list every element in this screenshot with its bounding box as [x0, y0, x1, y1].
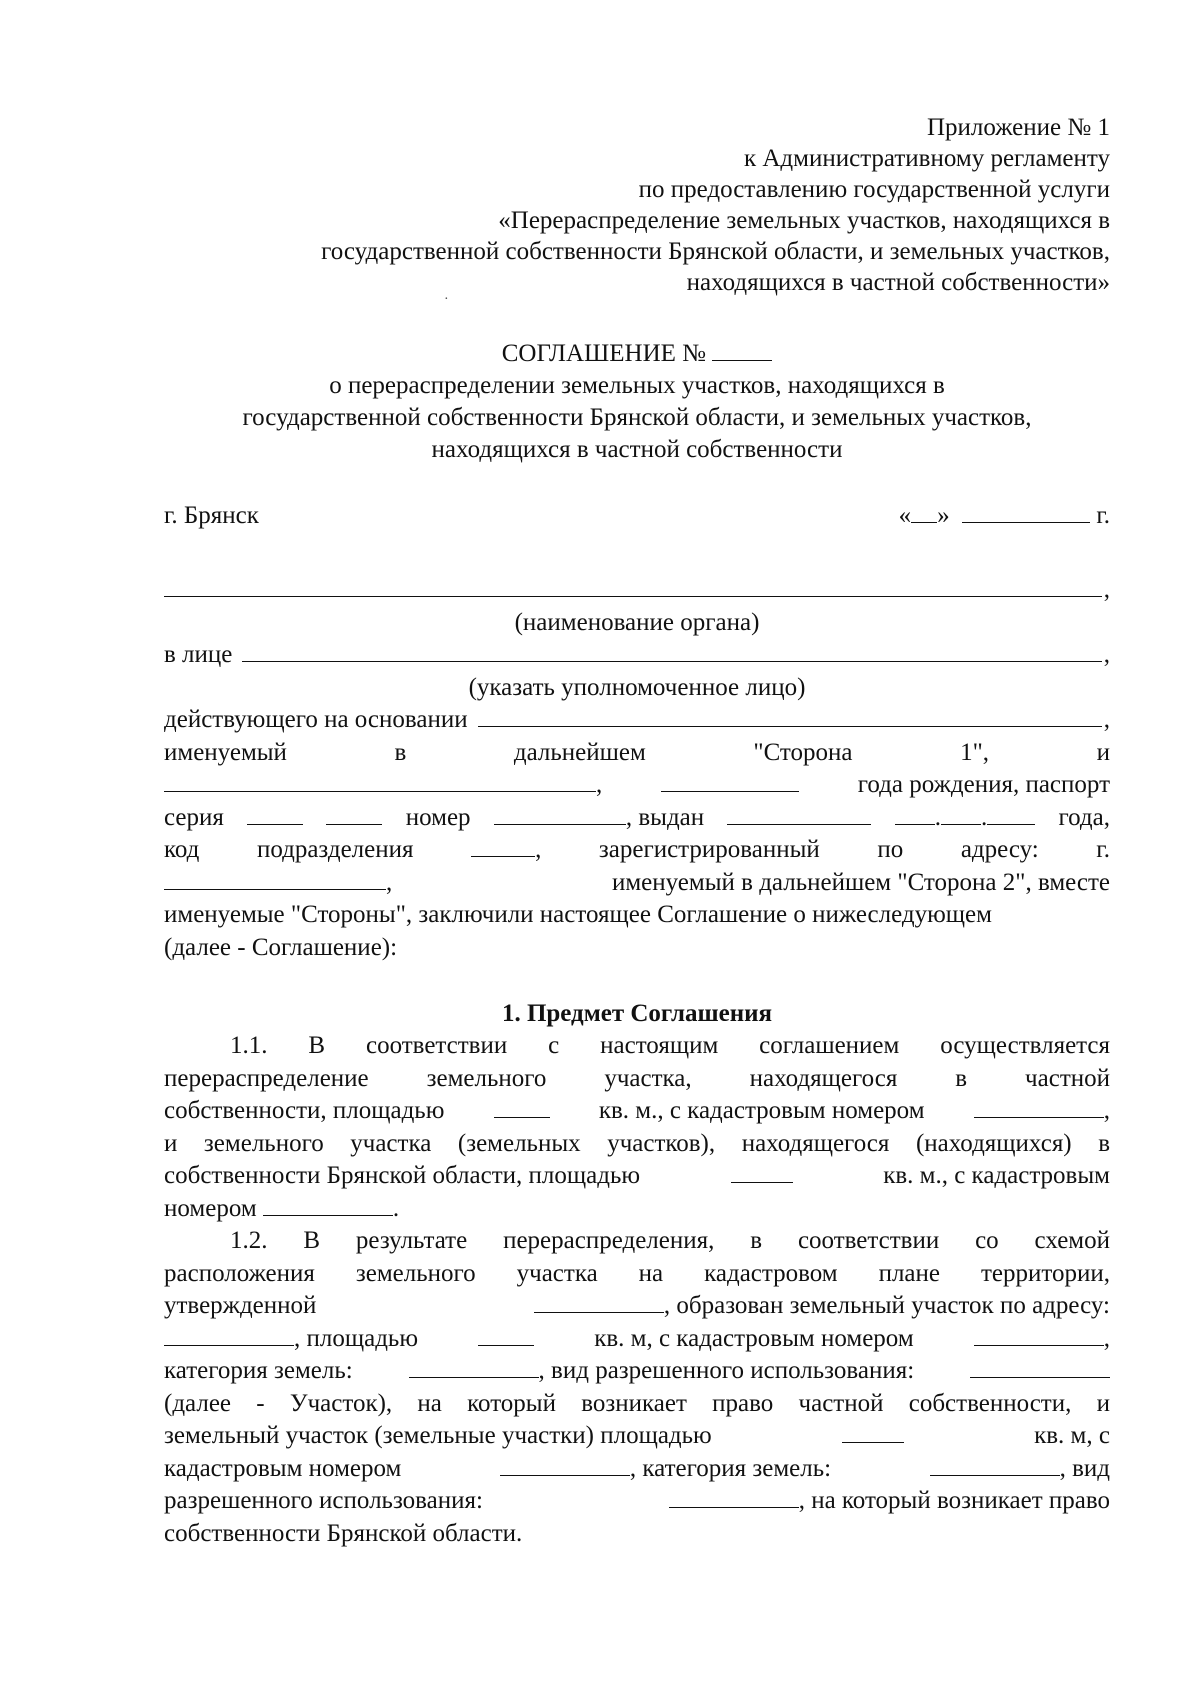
header-line: находящихся в частной собственности»: [686, 269, 1110, 296]
para-1-1-line: 1.1. В соответствии с настоящим соглашением осуществляется: [230, 1032, 1110, 1059]
basis-line: действующего на основании ,: [164, 706, 1110, 733]
city: г. Брянск: [164, 502, 259, 529]
code-line: код подразделения , зарегистрированный по адресу: г.: [164, 836, 1110, 863]
title-subtitle: о перераспределении земельных участков, находящихся в: [329, 372, 945, 399]
parties-block: [164, 574, 1110, 964]
header-line: по предоставлению государственной услуги: [638, 176, 1110, 203]
para-1-2-line: утвержденной , образован земельный участок по адресу:: [164, 1292, 1110, 1319]
person-caption: (указать уполномоченное лицо): [468, 673, 806, 701]
para-1-2-line: категория земель: , вид разрешенного использования:: [164, 1355, 1110, 1388]
person-line: в лице ,: [164, 641, 1110, 668]
para-1-2-line: кадастровым номером , категория земель: , вид: [164, 1454, 1110, 1482]
para-1-2-line: земельный участок (земельные участки) площадью кв. м, с: [164, 1422, 1110, 1449]
appendix-header: [150, 112, 1110, 298]
hereinafter-line: (далее - Соглашение):: [164, 933, 398, 961]
section-heading: 1. Предмет Соглашения: [501, 1000, 773, 1027]
number-blank: [712, 338, 772, 361]
para-1-1-line: собственности, площадью кв. м., с кадастровым номером ,: [164, 1097, 1110, 1124]
para-1-1-line: номером .: [164, 1194, 400, 1222]
para-1-2-line: собственности Брянской области.: [164, 1519, 523, 1547]
header-line: «Перераспределение земельных участков, находящихся в: [498, 207, 1110, 234]
para-1-1-line: перераспределение земельного участка, находящегося в частной: [164, 1064, 1110, 1092]
scan-speck: ·: [444, 292, 449, 307]
title-heading: СОГЛАШЕНИЕ №: [164, 338, 1110, 370]
para-1-2-line: разрешенного использования: , на который возникает право: [164, 1487, 1110, 1514]
para-1-1-line: собственности Брянской области, площадью кв. м., с кадастровым: [164, 1162, 1110, 1189]
header-line: государственной собственности Брянской области, и земельных участков,: [321, 238, 1110, 265]
title-subtitle: государственной собственности Брянской области, и земельных участков,: [242, 404, 1032, 431]
agreement-title: [164, 338, 1110, 466]
title-subtitle: находящихся в частной собственности: [431, 436, 843, 463]
named2-line: , именуемый в дальнейшем "Сторона 2", вместе: [164, 867, 1110, 900]
para-1-2-line: , площадью кв. м, с кадастровым номером ,: [164, 1323, 1110, 1356]
para-1-2-line: расположения земельного участка на кадастровом плане территории,: [164, 1259, 1110, 1287]
header-line: Приложение № 1: [926, 114, 1110, 141]
organ-caption: (наименование органа): [514, 608, 760, 636]
date-field: « » г.: [898, 502, 1110, 529]
place-date-row: [164, 500, 1110, 533]
organ-line: ,: [164, 574, 1110, 607]
header-line: к Административному регламенту: [743, 145, 1110, 172]
named-line: именуемый в дальнейшем "Сторона 1", и: [164, 738, 1110, 766]
together-line: именуемые "Стороны", заключили настоящее Соглашение о нижеследующем: [164, 901, 992, 928]
para-1-2-line: 1.2. В результате перераспределения, в соответствии со схемой: [230, 1227, 1110, 1254]
section-1: [164, 998, 1110, 1550]
para-1-1-line: и земельного участка (земельных участков), находящегося (находящихся) в: [164, 1129, 1110, 1157]
passport-line: серия номер , выдан . . года,: [164, 803, 1110, 831]
birth-line: , года рождения, паспорт: [164, 769, 1110, 802]
para-1-2-line: (далее - Участок), на который возникает право частной собственности, и: [164, 1389, 1110, 1417]
